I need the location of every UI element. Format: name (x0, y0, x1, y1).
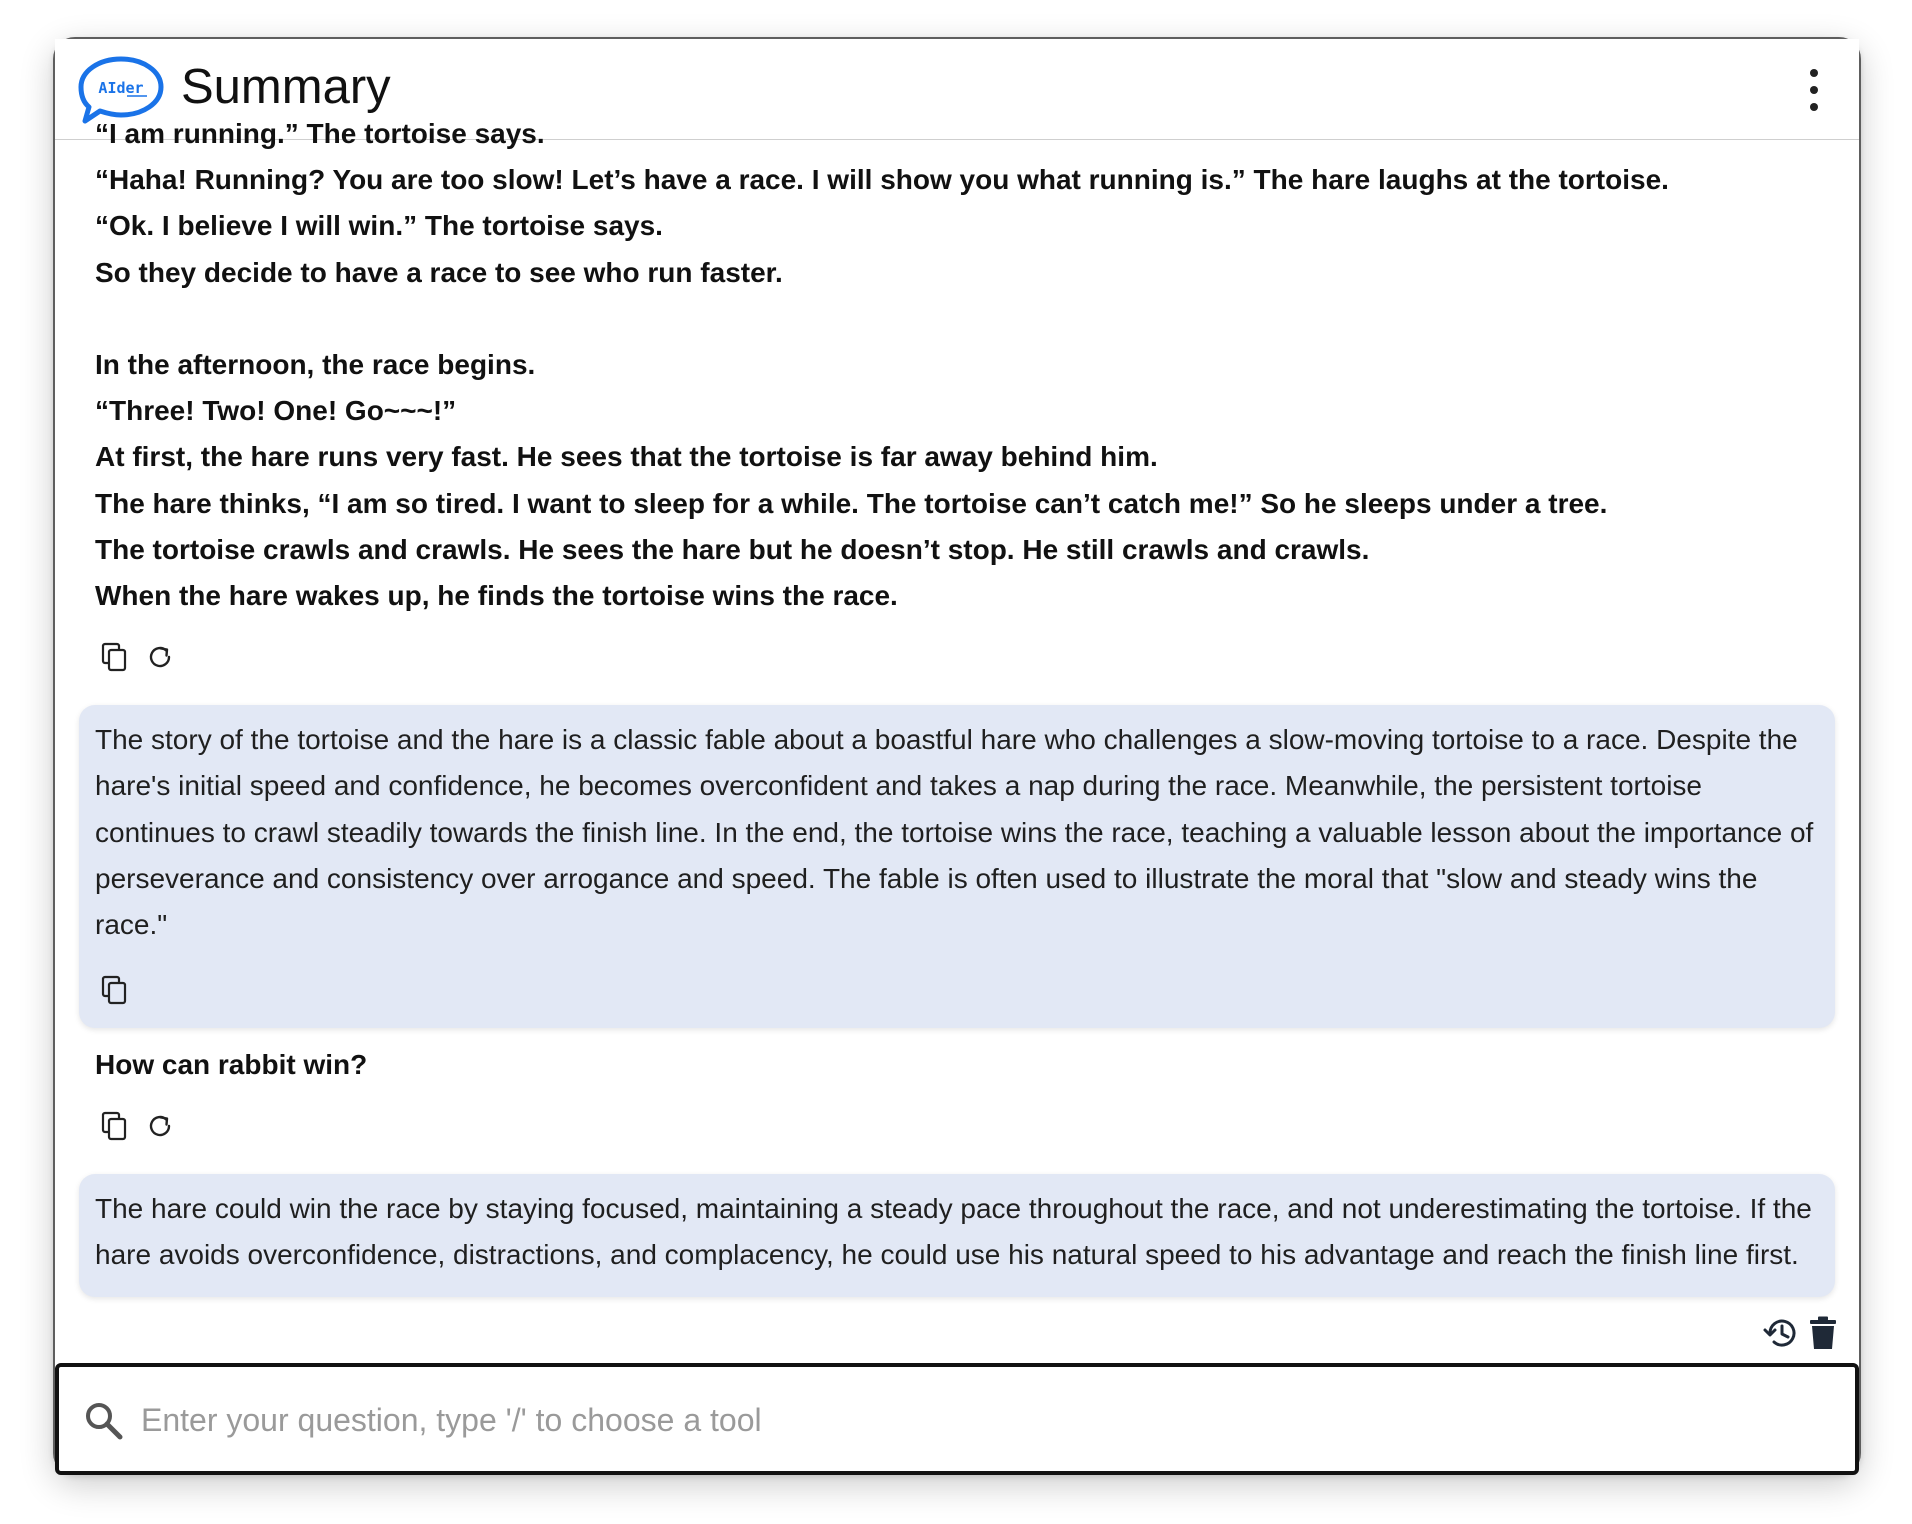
chat-history[interactable] (55, 118, 1859, 1341)
story-line (95, 296, 1819, 342)
story-line: “I am running.” The tortoise says. (95, 118, 545, 149)
story-line: In the afternoon, the race begins. (95, 349, 536, 380)
logo-text: AIder (98, 79, 144, 97)
ai-summary-text: The story of the tortoise and the hare is a classic fable about a boastful hare who challenges a slow-moving tortoise to a race. Despite the hare's initial speed and confidence, he becomes overconfident and takes a nap during the race. Meanwhile, the persistent tortoise continues to crawl steadily towards the finish line. In the end, the tortoise wins the race, teaching a valuable lesson about the importance of perseverance and consistency over arrogance and speed. The fable is often used to illustrate the moral that "slow and steady wins the race." (95, 724, 1814, 941)
story-line: “Ok. I believe I will win.” The tortoise says. (95, 210, 663, 242)
ai-message-summary (79, 705, 1835, 1028)
user-message-question (55, 1028, 1859, 1146)
story-line: “Haha! Running? You are too slow! Let’s have a race. I will show you what running is.” The hare laughs at the tortoise. (95, 164, 1669, 196)
message-actions (95, 970, 1819, 1010)
story-line: So they decide to have a race to see who run faster. (95, 256, 783, 288)
refresh-icon[interactable] (145, 641, 175, 673)
story-line: At first, the hare runs very fast. He sees that the tortoise is far away behind him. (95, 441, 1158, 473)
copy-icon[interactable] (99, 641, 129, 673)
message-actions (95, 1106, 1819, 1146)
story-text (95, 111, 1819, 619)
ai-message-answer (79, 1174, 1835, 1296)
copy-icon[interactable] (99, 1110, 129, 1142)
question-input[interactable] (139, 1385, 1803, 1455)
more-vert-icon[interactable] (1807, 69, 1821, 111)
page-title: Summary (181, 60, 391, 114)
story-line: The tortoise crawls and crawls. He sees the hare but he doesn’t stop. He still crawls and crawls. (95, 533, 1370, 565)
history-icon[interactable] (1763, 1315, 1799, 1356)
question-input-box (55, 1363, 1859, 1475)
story-line: “Three! Two! One! Go~~~!” (95, 395, 457, 427)
story-line: When the hare wakes up, he finds the tortoise wins the race. (95, 580, 898, 612)
message-actions (95, 637, 1819, 677)
story-line: The hare thinks, “I am so tired. I want to sleep for a while. The tortoise can’t catch me!” So he sleeps under a tree. (95, 487, 1608, 519)
user-question-text: How can rabbit win? (95, 1049, 368, 1081)
ai-answer-text: The hare could win the race by staying focused, maintaining a steady pace throughout the race, and not underestimating the tortoise. If the hare avoids overconfidence, distractions, and complacency, he could use his natural speed to his advantage and reach the finish line first. (95, 1193, 1812, 1271)
user-message-story (55, 111, 1859, 677)
trash-icon[interactable] (1809, 1316, 1837, 1355)
chat-tools (1763, 1315, 1837, 1356)
copy-icon[interactable] (99, 974, 129, 1006)
search-icon (83, 1400, 123, 1440)
assistant-window (53, 37, 1861, 1475)
refresh-icon[interactable] (145, 1110, 175, 1142)
